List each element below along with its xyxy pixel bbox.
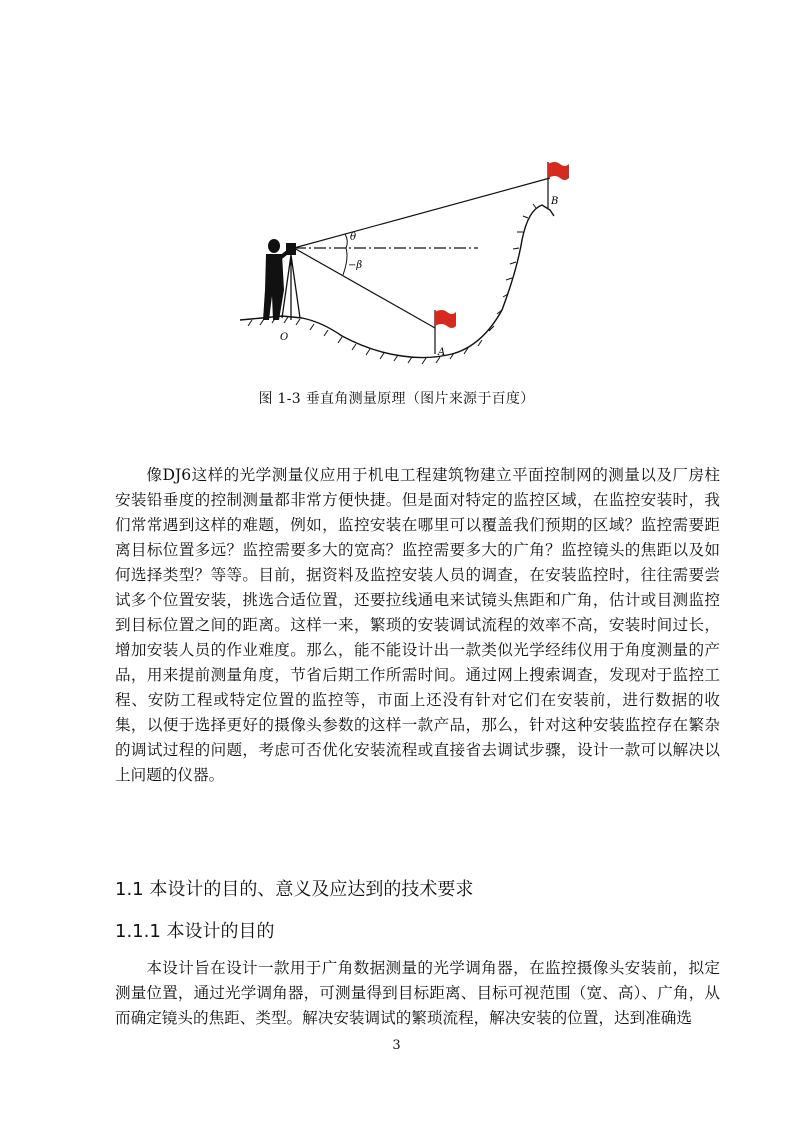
arc-beta [343,248,347,275]
arc-theta [345,234,347,248]
body-paragraph-text: 像DJ6这样的光学测量仪应用于机电工程建筑物建立平面控制网的测量以及厂房柱安装铅垂度的控制测量都非常方便快捷。但是面对特定的监控区域，在监控安装时，我们常常遇到这样的难题，例如，监控安装在哪里可以覆盖我们预期的区域？监控需要距离目标位置多远？监控需要多大的宽高？监控需要多大的广角？监控镜头的焦距以及如何选择类型？等等。目前，据资料及监控安装人员的调查，在安装监控时，往往需要尝试多个位置安装，挑选合适位置，还要拉线通电来试镜头焦距和广角，估计或目测监控到目标位置之间的距离。这样一来，繁琐的安装调试流程的效率不高，安装时间过长，增加安装人员的作业难度。那么，能不能设计出一款类似光学经纬仪用于角度测量的产品，用来提前测量角度，节省后期工作所需时间。通过网上搜索调查，发现对于监控工程、安防工程或特定位置的监控等，市面上还没有针对它们在安装前，进行数据的收集，以便于选择更好的摄像头参数的这样一款产品，那么，针对这种安装监控存在繁杂的调试过程的问题，考虑可否优化安装流程或直接省去调试步骤，设计一款可以解决以上问题的仪器。 [115,466,720,784]
page-number: 3 [392,1038,401,1053]
body-paragraph-text: 本设计旨在设计一款用于广角数据测量的光学调角器，在监控摄像头安装前，拟定测量位置，通过光学调角器，可测量得到目标距离、目标可视范围（宽、高）、广角，从而确定镜头的焦距、类型。解决安装调试的繁琐流程，解决安装的位置，达到准确选 [115,959,720,1027]
figure-caption: 图 1-3 垂直角测量原理（图片来源于百度） [258,391,535,407]
diagram-svg [232,150,572,372]
label-point-b: B [551,196,559,207]
vertical-angle-diagram [232,150,572,372]
subsection-heading: 1.1.1 本设计的目的 [115,921,275,942]
label-point-a: A [438,347,446,358]
surveyor-figure [263,239,290,320]
body-paragraph [115,463,720,788]
label-point-o: O [280,332,289,343]
sight-line-a [294,248,435,328]
section-heading: 1.1 本设计的目的、意义及应达到的技术要求 [115,879,474,900]
sight-line-b [294,178,550,248]
body-paragraph [115,956,720,1031]
label-theta: θ [350,232,357,243]
label-beta: −β [348,260,363,271]
